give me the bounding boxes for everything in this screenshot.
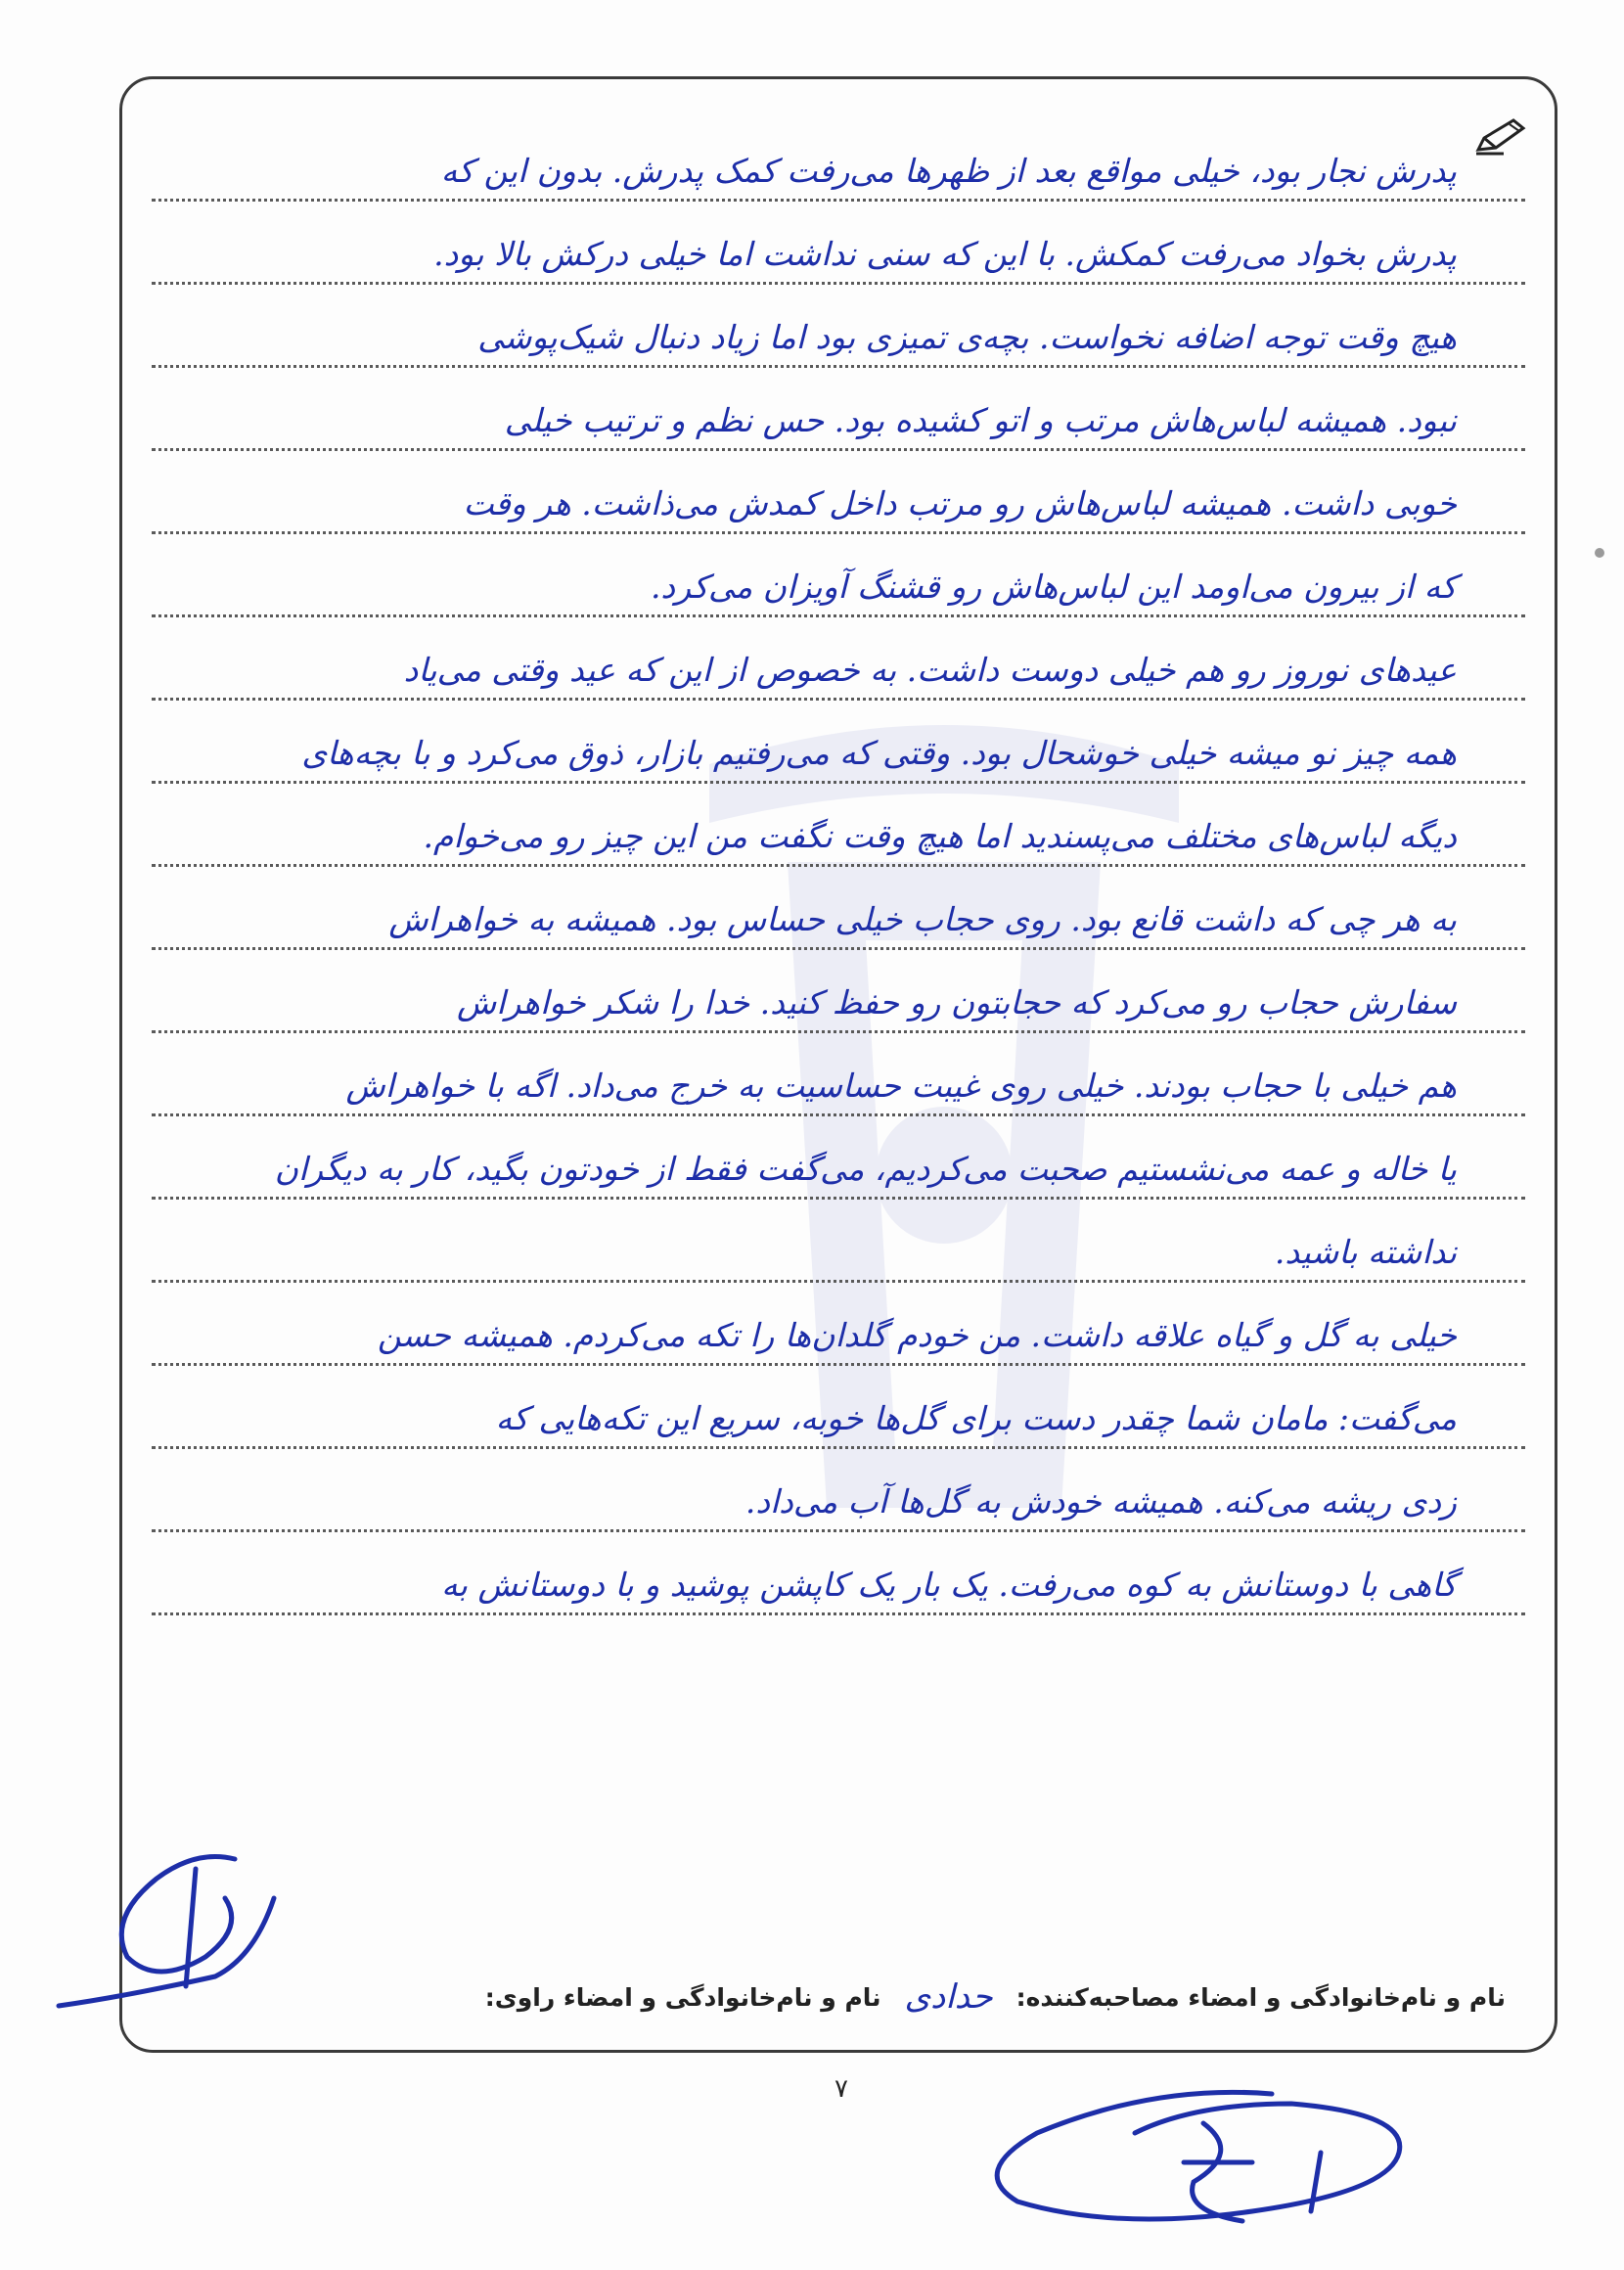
line-text: هیچ وقت توجه اضافه نخواست. بچه‌ی تمیزی بود اما زیاد دنبال شیک‌پوشی xyxy=(477,317,1457,356)
text-line xyxy=(152,1449,1525,1532)
narrator-label: نام و نام‌خانوادگی و امضاء راوی: xyxy=(484,1982,881,2012)
line-text: نبود. همیشه لباس‌هاش مرتب و اتو کشیده بود. حس نظم و ترتیب خیلی xyxy=(504,400,1457,439)
line-text: که از بیرون می‌اومد این لباس‌هاش رو قشنگ آویزان می‌کرد. xyxy=(650,567,1457,606)
text-line xyxy=(152,368,1525,451)
text-line xyxy=(152,1116,1525,1200)
line-text: سفارش حجاب رو می‌کرد که حجابتون رو حفظ کنید. خدا را شکر خواهراش xyxy=(456,982,1457,1022)
line-text: پدرش نجار بود، خیلی مواقع بعد از ظهرها می‌رفت کمک پدرش. بدون این که xyxy=(440,151,1457,190)
line-text: خیلی به گل و گیاه علاقه داشت. من خودم گلدان‌ها را تکه می‌کردم. همیشه حسن xyxy=(377,1315,1457,1354)
line-text: هم خیلی با حجاب بودند. خیلی روی غیبت حساسیت به خرج می‌داد. اگه با خواهراش xyxy=(345,1066,1457,1105)
interviewer-signature-icon xyxy=(959,2065,1448,2250)
line-text: همه چیز نو میشه خیلی خوشحال بود. وقتی که می‌رفتیم بازار، ذوق می‌کرد و با بچه‌های xyxy=(301,733,1457,772)
page-number: ۷ xyxy=(835,2074,848,2104)
text-line xyxy=(152,701,1525,784)
text-line xyxy=(152,1283,1525,1366)
signature-footer xyxy=(181,1968,1506,2026)
page-frame xyxy=(119,76,1557,2053)
scan-mark xyxy=(1595,548,1604,558)
line-text: می‌گفت: مامان شما چقدر دست برای گل‌ها خوبه، سریع این تکه‌هایی که xyxy=(495,1398,1457,1437)
line-text: دیگه لباس‌های مختلف می‌پسندید اما هیچ وقت نگفت من این چیز رو می‌خوام. xyxy=(423,816,1457,855)
line-text: نداشته باشید. xyxy=(1274,1232,1457,1271)
line-text: عیدهای نوروز رو هم خیلی دوست داشت. به خصوص از این که عید وقتی می‌یاد xyxy=(403,650,1457,689)
text-line xyxy=(152,285,1525,368)
text-line xyxy=(152,867,1525,950)
interviewer-label: نام و نام‌خانوادگی و امضاء مصاحبه‌کننده: xyxy=(1015,1982,1506,2012)
text-line xyxy=(152,950,1525,1033)
text-line xyxy=(152,617,1525,701)
text-line xyxy=(152,1532,1525,1615)
text-line xyxy=(152,1033,1525,1116)
line-text: زدی ریشه می‌کنه. همیشه خودش به گل‌ها آب می‌داد. xyxy=(744,1481,1457,1521)
line-text: گاهی با دوستانش به کوه می‌رفت. یک بار یک کاپشن پوشید و با دوستانش به xyxy=(441,1565,1457,1604)
text-line xyxy=(152,534,1525,617)
text-line xyxy=(152,1366,1525,1449)
text-line xyxy=(152,1200,1525,1283)
line-text: خوبی داشت. همیشه لباس‌هاش رو مرتب داخل کمدش می‌ذاشت. هر وقت xyxy=(463,483,1457,522)
narrator-signature-icon xyxy=(49,1839,284,2025)
line-text: به هر چی که داشت قانع بود. روی حجاب خیلی حساس بود. همیشه به خواهراش xyxy=(388,899,1457,938)
line-text: پدرش بخواد می‌رفت کمکش. با این که سنی نداشت اما خیلی درکش بالا بود. xyxy=(433,234,1457,273)
interviewer-name: حدادی xyxy=(904,1977,993,2017)
handwritten-lines xyxy=(152,118,1525,1997)
line-text: یا خاله و عمه می‌نشستیم صحبت می‌کردیم، می‌گفت فقط از خودتون بگید، کار به دیگران xyxy=(274,1149,1457,1188)
text-line xyxy=(152,118,1525,202)
text-line xyxy=(152,784,1525,867)
text-line xyxy=(152,451,1525,534)
text-line xyxy=(152,202,1525,285)
